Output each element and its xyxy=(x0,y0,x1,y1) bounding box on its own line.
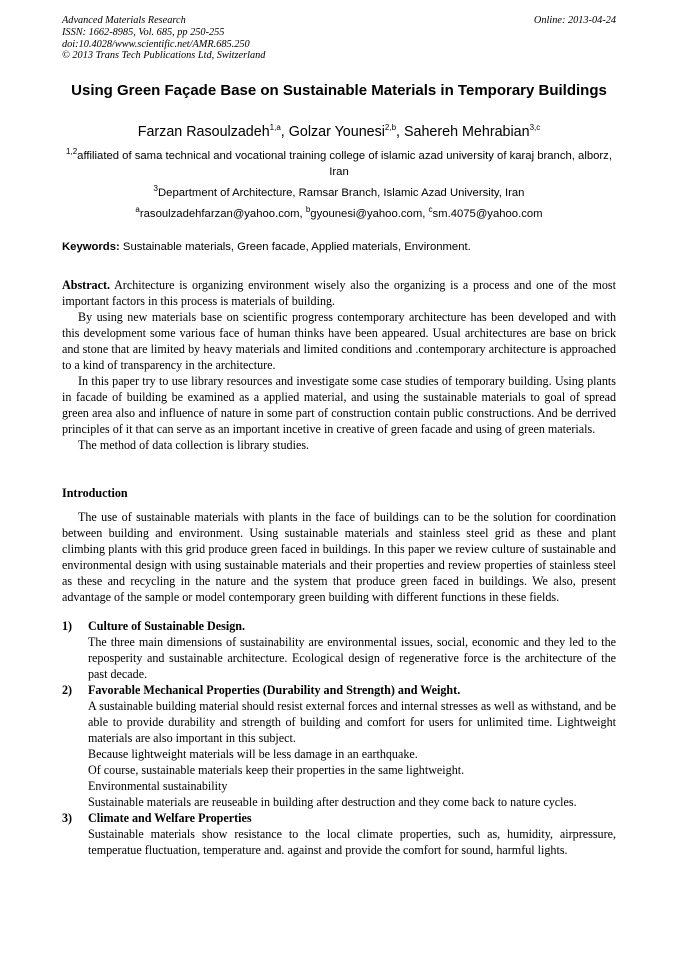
abstract-paragraph: The method of data collection is library studies. xyxy=(78,438,310,452)
list-item-heading xyxy=(62,810,616,826)
introduction-paragraph: The use of sustainable materials with plants in the face of buildings can to be the solution for coordination between building and environment. Using sustainable materials and stainless steel grid as these and plant climbing plants with this grid produce green faced in buildings. In this paper we review culture of sustainable and environmental design with using sustainable materials and their properties and review properties of stainless steel as these and recycling in the nature and the system that produce green faced in buildings. We also, present advantage of the sample or model contemporary green building with different functions in these fields. xyxy=(62,510,616,604)
author-line xyxy=(62,122,616,142)
abstract-label: Abstract. xyxy=(62,278,111,292)
list-title: Favorable Mechanical Properties (Durability and Strength) and Weight. xyxy=(88,683,461,697)
list-item xyxy=(62,810,616,858)
affiliation-superscript: 1,2 xyxy=(66,147,78,157)
abstract xyxy=(62,277,616,453)
keywords xyxy=(62,240,616,254)
list-text: A sustainable building material should resist external forces and internal stresses as well as withstand, and be able to provide durability and strength of building and comfort for users for unlimited time. Lightweight materials are also important in this subject. xyxy=(88,699,616,745)
author-name: , Sahereh Mehrabian xyxy=(396,124,530,140)
list-title: Climate and Welfare Properties xyxy=(88,811,252,825)
email-link[interactable]: sm.4075@yahoo.com xyxy=(432,208,543,220)
list-item xyxy=(62,682,616,810)
email-superscript: a xyxy=(135,205,140,215)
abstract-paragraph xyxy=(62,277,616,309)
section-heading: Introduction xyxy=(62,486,128,500)
paper-title: Using Green Façade Base on Sustainable Materials in Temporary Buildings xyxy=(71,82,607,99)
keywords-text: Sustainable materials, Green facade, Applied materials, Environment. xyxy=(119,241,471,253)
affiliation-1 xyxy=(62,148,616,180)
list-number: 1) xyxy=(62,619,73,633)
list-title: Culture of Sustainable Design. xyxy=(88,619,246,633)
abstract-paragraph: In this paper try to use library resources and investigate some case studies of temporary building. Using plants in facade of building be examined as a applied material, and using the sustainable materials to goal of spread green area also and influence of nature in some part of construction contain public constructions. And be derrived principles of it that can serve as an important incetive in creative of green facade and using of green materials. xyxy=(62,374,616,436)
list-number: 2) xyxy=(62,683,73,697)
email-link[interactable]: rasoulzadehfarzan@yahoo.com, xyxy=(139,208,306,220)
running-header xyxy=(62,15,616,62)
list-text: The three main dimensions of sustainability are environmental issues, social, economic and they led to the reposperity and sustainable architecture. Ecological design of regenerative force is the architecture of the past decade. xyxy=(88,635,616,681)
author-name: , Golzar Younesi xyxy=(280,124,385,140)
list-number: 3) xyxy=(62,811,73,825)
online-date: Online: 2013-04-24 xyxy=(533,15,616,26)
affiliation-text: affiliated of sama technical and vocational training college of islamic azad university of karaj branch, alborz, Iran xyxy=(77,150,612,178)
list-text: Of course, sustainable materials keep their properties in the same lightweight. xyxy=(88,763,465,777)
abstract-paragraph: By using new materials base on scientific progress contemporary architecture has been developed and with this development some various face of human thinks have been appeared. Usual architectures are base on brick and stone that are limited by heavy materials and limited conditions and .contemporary architecture is approached to a kind of transparency in the architecture. xyxy=(62,310,616,372)
doi-line: doi:10.4028/www.scientific.net/AMR.685.250 xyxy=(62,38,250,50)
keywords-label: Keywords: xyxy=(62,241,120,253)
list-item-body xyxy=(62,634,616,682)
affiliation-superscript: 3 xyxy=(153,184,158,194)
journal-name: Advanced Materials Research xyxy=(62,15,186,26)
email-superscript: b xyxy=(305,205,311,215)
email-superscript: c xyxy=(428,205,433,215)
list-text: Environmental sustainability xyxy=(88,779,228,793)
list-item-body xyxy=(62,826,616,858)
list-text: Sustainable materials are reuseable in building after destruction and they come back to nature cycles. xyxy=(88,795,577,809)
email-link[interactable]: gyounesi@yahoo.com, xyxy=(310,208,429,220)
author-name: Farzan Rasoulzadeh xyxy=(137,124,270,140)
list-text: Because lightweight materials will be less damage in an earthquake. xyxy=(88,747,418,761)
author-superscript: 3,c xyxy=(529,123,541,133)
issn-line: ISSN: 1662-8985, Vol. 685, pp 250-255 xyxy=(62,26,225,38)
list-text: Sustainable materials show resistance to the local climate properties, such as, humidity, airpressure, temperatue fluctuation, temperature and. against and provide the comfort for sound, harmful lights. xyxy=(88,827,616,857)
email-line xyxy=(62,206,616,222)
list-item-heading xyxy=(62,618,616,634)
list-item-heading xyxy=(62,682,616,698)
copyright-line: © 2013 Trans Tech Publications Ltd, Switzerland xyxy=(62,50,266,62)
affiliation-text: Department of Architecture, Ramsar Branch, Islamic Azad University, Iran xyxy=(158,187,525,199)
author-superscript: 1,a xyxy=(269,123,281,133)
list-item-body xyxy=(62,698,616,810)
introduction-body xyxy=(62,509,616,605)
numbered-list xyxy=(62,618,616,858)
affiliation-2 xyxy=(62,185,616,201)
author-superscript: 2,b xyxy=(384,123,397,133)
abstract-text: Architecture is organizing environment wisely also the organizing is a process and one of the most important factors in this process is materials of building. xyxy=(62,278,616,308)
list-item xyxy=(62,618,616,682)
